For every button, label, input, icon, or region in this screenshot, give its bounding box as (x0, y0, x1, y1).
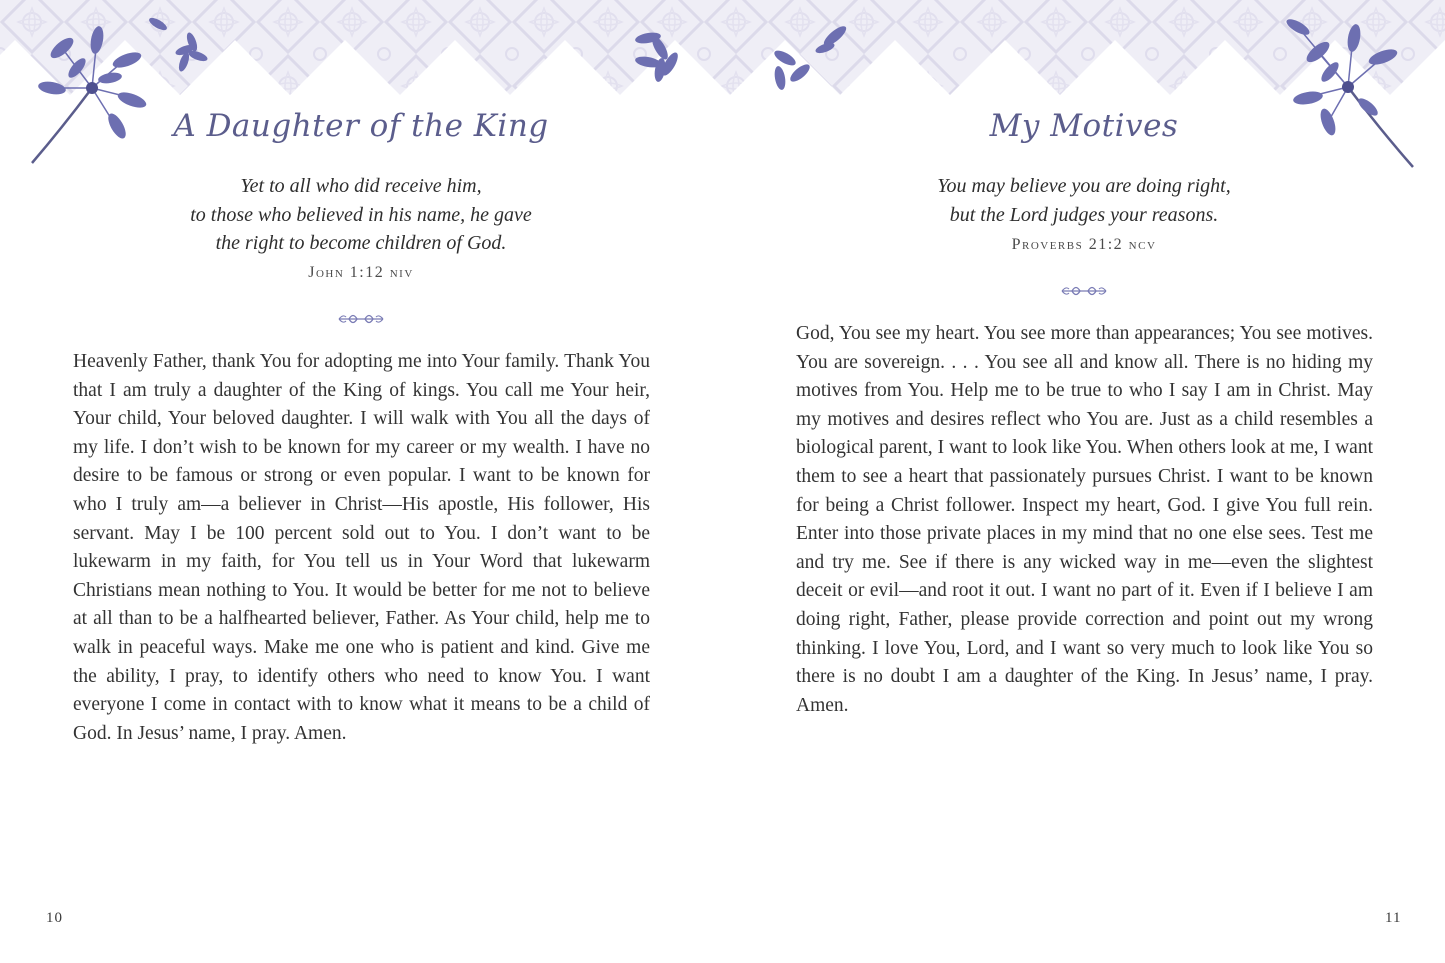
prayer-body: Heavenly Father, thank You for adopting me into Your family. Thank You that I am truly a daughter of the King of kings. You call me Your heir, Your child, Your beloved daughter. I will walk with You all the days of my life. I don’t wish to be known for my career or my wealth. I have no desire to be famous or strong or even popular. I want to be known for who I truly am—a believer in Christ—His apostle, His follower, His servant. May I be 100 percent sold out to You. I don’t want to be lukewarm in my faith, for You tell us in Your Word that lukewarm Christians mean nothing to You. It would be better for me not to believe at all than to be a halfhearted believer, Father. As Your child, help me to walk in peaceful ways. Make me one who is patient and kind. Give me the ability, I pray, to identify others who need to know You. I want everyone I come in contact with to know what it means to be a child of God. In Jesus’ name, I pray. Amen. (73, 351, 650, 744)
scripture-reference: John 1:12 niv (308, 264, 414, 281)
right-page (723, 0, 1445, 963)
verse-line: the right to become children of God. (215, 232, 507, 254)
scripture-verse (0, 172, 722, 258)
prayer-body: God, You see my heart. You see more than appearances; You see motives. You are sovereign. . . . You see all and know all. There is no hiding my motives from You. Help me to be true to who I say I am in Christ. May my motives and desires reflect who You are. Just as a child resembles a biological parent, I want to look like You. When others look at me, I want them to see a heart that passionately pursues Christ. I want to be known for being a Christ follower. Inspect my heart, God. I give You full rein. Enter into those private places in my mind that no one else sees. Test me and try me. See if there is any wicked way in me—even the slightest deceit or evil—and root it out. I want no part of it. Even if I believe I am doing right, Father, please provide correction and point out my wrong thinking. I love You, Lord, and I want so very much to look like You so there is no doubt I am a daughter of the King. In Jesus’ name, I pray. Amen. (796, 323, 1373, 716)
page-number: 11 (1385, 910, 1402, 926)
page-number: 10 (46, 910, 63, 926)
verse-line: Yet to all who did receive him, (240, 175, 482, 197)
scripture-reference: Proverbs 21:2 ncv (1011, 236, 1157, 253)
page-title: A Daughter of the King (173, 108, 549, 144)
page-title: My Motives (989, 108, 1179, 144)
scroll-divider-icon (335, 310, 387, 328)
scroll-divider-icon (1058, 282, 1110, 300)
left-page (0, 0, 722, 963)
verse-line: but the Lord judges your reasons. (949, 203, 1219, 226)
verse-line: You may believe you are doing right, (937, 175, 1231, 197)
scripture-verse (723, 172, 1445, 229)
verse-line: to those who believed in his name, he gave (190, 203, 532, 226)
